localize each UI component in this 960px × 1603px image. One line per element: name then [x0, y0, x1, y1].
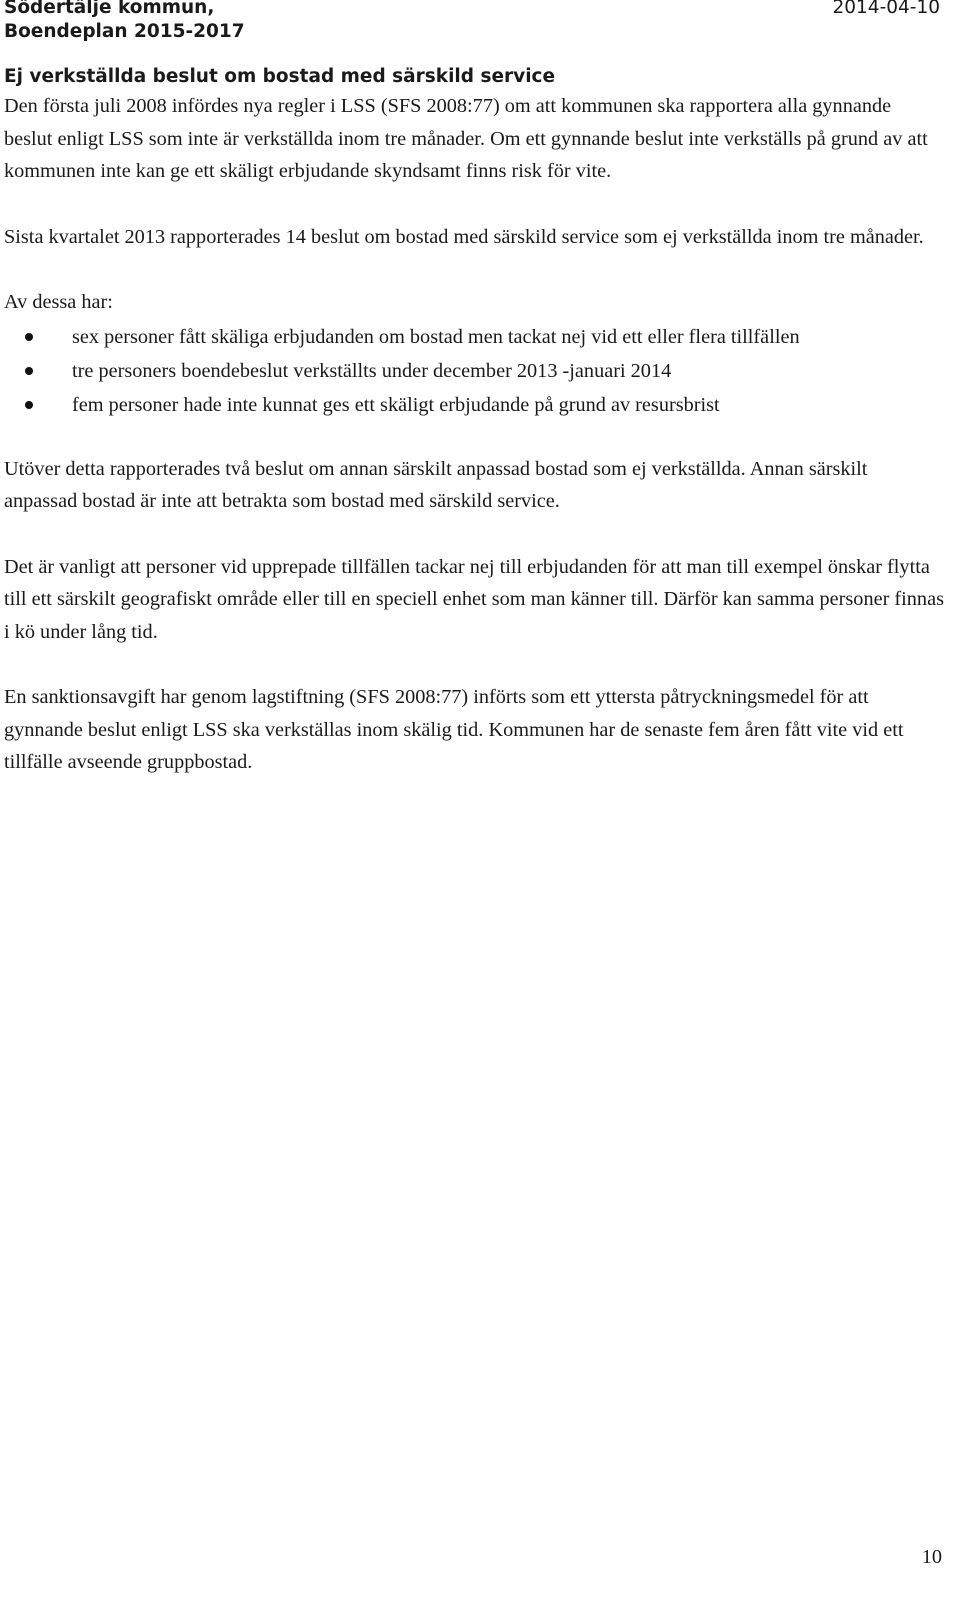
document-body: [4, 64, 944, 812]
bullet-icon: [25, 401, 33, 409]
header-date: 2014-04-10: [832, 0, 940, 18]
bullet-icon: [25, 333, 33, 341]
list-item-text: tre personers boendebeslut verkställts under december 2013 -januari 2014: [72, 359, 672, 382]
list-item: [4, 388, 944, 422]
header-organization: Södertälje kommun,: [4, 0, 215, 18]
page-header: [0, 0, 940, 46]
quarter-paragraph: Sista kvartalet 2013 rapporterades 14 beslut om bostad med särskild service som ej verkställda inom tre månader.: [4, 225, 924, 248]
intro-paragraph: Den första juli 2008 infördes nya regler i LSS (SFS 2008:77) om att kommunen ska rapportera alla gynnande beslut enligt LSS som inte är verkställda inom tre månader. Om ett gynnande beslut inte verkställs på grund av att kommunen inte kan ge ett skäligt erbjudande skyndsamt finns risk för vite.: [4, 95, 928, 182]
bullet-icon: [25, 367, 33, 375]
page-number: 10: [921, 1546, 942, 1568]
bullet-list: [4, 320, 944, 422]
section-heading: Ej verkställda beslut om bostad med särskild service: [4, 66, 556, 87]
header-plan-title: Boendeplan 2015-2017: [4, 21, 245, 42]
list-lead: Av dessa har:: [4, 291, 113, 313]
list-item: [4, 320, 944, 354]
other-housing-paragraph: Utöver detta rapporterades två beslut om annan särskilt anpassad bostad som ej verkställda. Annan särskilt anpassad bostad är inte att betrakta som bostad med särskild service.: [4, 457, 868, 512]
list-item: [4, 354, 944, 388]
list-item-text: fem personer hade inte kunnat ges ett skäligt erbjudande på grund av resursbrist: [72, 393, 720, 416]
sanction-paragraph: En sanktionsavgift har genom lagstiftning (SFS 2008:77) införts som ett yttersta påtryckningsmedel för att gynnande beslut enligt LSS ska verkställas inom skälig tid. Kommunen har de senaste fem åren fått vite vid ett tillfälle avseende gruppbostad.: [4, 686, 904, 773]
list-item-text: sex personer fått skäliga erbjudanden om bostad men tackat nej vid ett eller flera tillfällen: [72, 325, 800, 348]
common-refusal-paragraph: Det är vanligt att personer vid upprepade tillfällen tackar nej till erbjudanden för att man till exempel önskar flytta till ett särskilt geografiskt område eller till en speciell enhet som man känner till. Därför kan samma personer finnas i kö under lång tid.: [4, 555, 944, 643]
